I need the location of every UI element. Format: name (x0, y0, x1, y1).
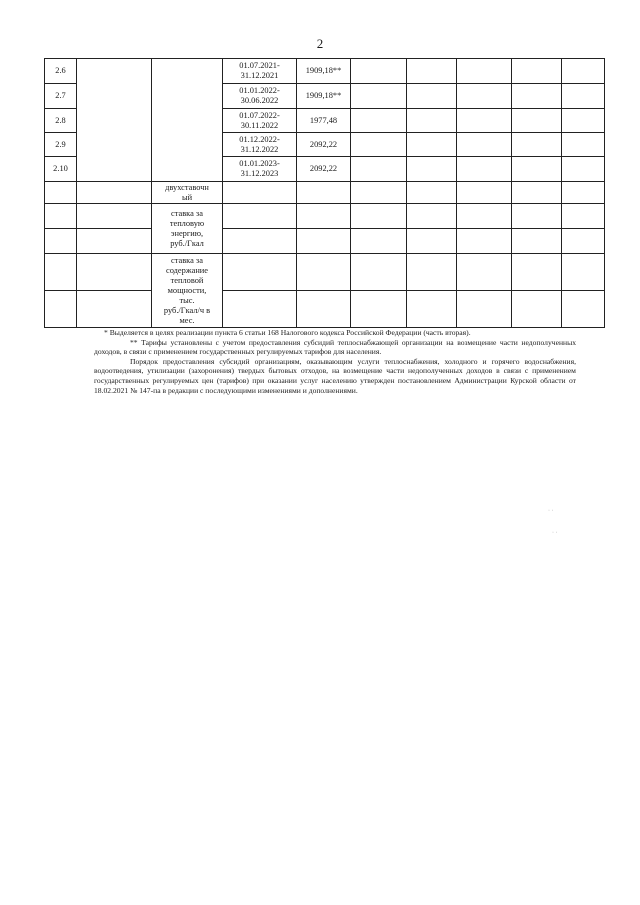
table-row (45, 204, 605, 254)
tariff-value: 2092,22 (297, 157, 351, 182)
empty-cell (77, 59, 152, 182)
row-number: 2.6 (45, 59, 77, 84)
footnote-subsidy: ** Тарифы установлены с учетом предоставления субсидий теплоснабжающей организации на возмещение части недополученных доходов, в связи с применением государственных регулируемых тарифов для населения. (94, 337, 576, 357)
scan-speck: · · (552, 530, 558, 536)
table-row (45, 182, 605, 204)
footnote-procedure: Порядок предоставления субсидий организациям, оказывающим услуги теплоснабжения, холодного и горячего водоснабжения, водоотведения, утилизации (захоронения) твердых бытовых отходов, на возмещение части недополученных доходов в связи с применением государственных регулируемых цен (тарифов) при оказании услуг населению утвержден постановлением Администрации Курской области от 18.02.2021 № 147-па в редакции с последующими изменениями и дополнениями. (94, 356, 576, 395)
tariff-value: 1909,18** (297, 84, 351, 109)
energy-rate-label: ставка за тепловую энергию, руб./Гкал (152, 204, 223, 254)
tariff-table (44, 58, 605, 328)
scan-speck: · · (548, 508, 554, 514)
footnote-vat: * Выделяется в целях реализации пункта 6 статьи 168 Налогового кодекса Российской Федерации (часть вторая). (104, 328, 471, 337)
row-number: 2.8 (45, 109, 77, 133)
period-cell: 01.01.2022- 30.06.2022 (223, 84, 297, 109)
row-number: 2.9 (45, 133, 77, 157)
period-cell: 01.12.2022- 31.12.2022 (223, 133, 297, 157)
row-number: 2.10 (45, 157, 77, 182)
tariff-value: 1909,18** (297, 59, 351, 84)
tariff-value: 2092,22 (297, 133, 351, 157)
table-row (45, 254, 605, 328)
period-cell: 01.01.2023- 31.12.2023 (223, 157, 297, 182)
capacity-rate-label: ставка за содержание тепловой мощности, тыс. руб./Гкал/ч в мес. (152, 254, 223, 328)
period-cell: 01.07.2021- 31.12.2021 (223, 59, 297, 84)
period-cell: 01.07.2022- 30.11.2022 (223, 109, 297, 133)
tariff-value: 1977,48 (297, 109, 351, 133)
table-row (45, 59, 605, 84)
two-part-label: двухставочн ый (152, 182, 223, 204)
footnotes (94, 328, 576, 395)
page-number: 2 (316, 36, 324, 51)
empty-cell (152, 59, 223, 182)
row-number: 2.7 (45, 84, 77, 109)
